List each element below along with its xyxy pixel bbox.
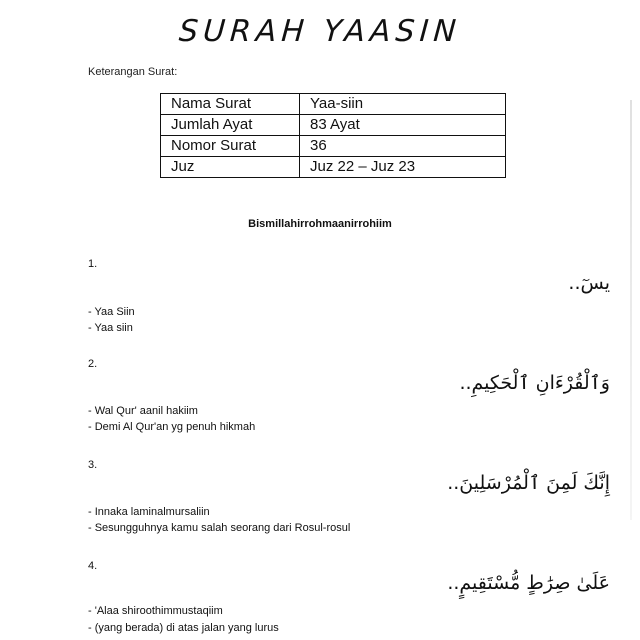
- ayat-number: 3.: [88, 459, 98, 471]
- scan-edge-shadow: [630, 100, 632, 520]
- info-value: 83 Ayat: [300, 115, 506, 136]
- info-key: Nomor Surat: [161, 136, 300, 157]
- table-row: [161, 157, 506, 178]
- info-value: Juz 22 – Juz 23: [300, 157, 506, 178]
- table-row: [161, 115, 506, 136]
- page-title: SURAH YAASIN: [177, 14, 463, 49]
- bismillah-heading: Bismillahirrohmaanirrohiim: [248, 218, 392, 230]
- ayat-latin: - 'Alaa shiroothimmustaqiim: [88, 605, 223, 617]
- info-key: Jumlah Ayat: [161, 115, 300, 136]
- ayat-number: 4.: [88, 560, 98, 572]
- info-key: Juz: [161, 157, 300, 178]
- ayat-meaning: - Yaa siin: [88, 322, 133, 334]
- table-row: [161, 136, 506, 157]
- ayat-latin: - Wal Qur' aanil hakiim: [88, 405, 198, 417]
- ayat-meaning: - Sesungguhnya kamu salah seorang dari Rosul-rosul: [88, 522, 351, 534]
- info-key: Nama Surat: [161, 94, 300, 115]
- ayat-arabic: وَٱلْقُرْءَانِ ٱلْحَكِيمِ..: [459, 372, 610, 394]
- ayat-number: 2.: [88, 358, 98, 370]
- ayat-meaning: - (yang berada) di atas jalan yang lurus: [88, 622, 279, 634]
- ayat-latin: - Yaa Siin: [88, 306, 135, 318]
- ayat-arabic: يسٓ..: [568, 272, 610, 294]
- info-value: 36: [300, 136, 506, 157]
- ayat-arabic: عَلَىٰ صِرَٰطٍ مُّسْتَقِيمٍ..: [447, 572, 610, 594]
- ayat-arabic: إِنَّكَ لَمِنَ ٱلْمُرْسَلِينَ..: [447, 472, 610, 494]
- info-label: Keterangan Surat:: [88, 66, 178, 78]
- table-row: [161, 94, 506, 115]
- surah-info-table: [160, 93, 506, 178]
- ayat-number: 1.: [88, 258, 98, 270]
- ayat-meaning: - Demi Al Qur'an yg penuh hikmah: [88, 421, 256, 433]
- ayat-latin: - Innaka laminalmursaliin: [88, 506, 210, 518]
- info-value: Yaa-siin: [300, 94, 506, 115]
